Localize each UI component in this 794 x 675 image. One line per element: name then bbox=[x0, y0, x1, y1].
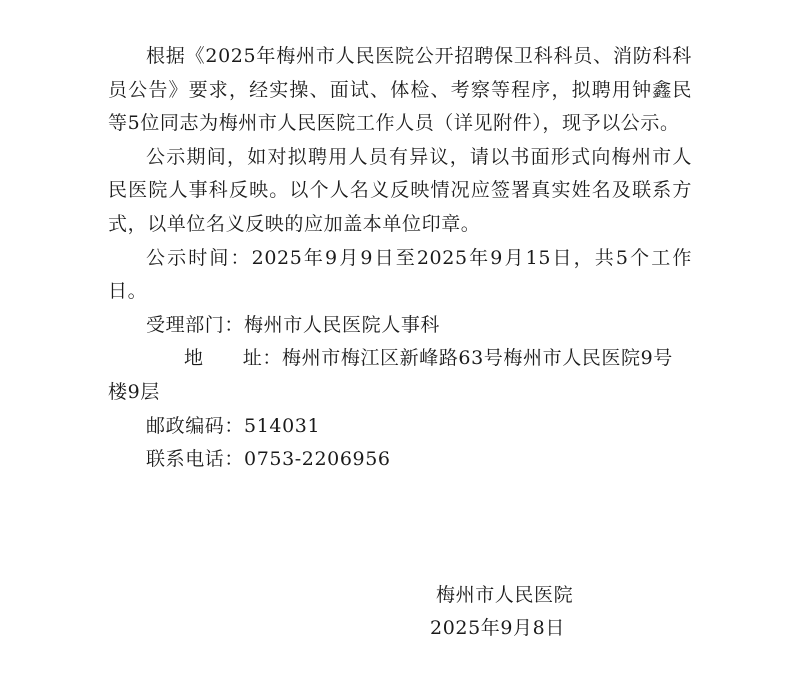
notice-paragraph-objection: 公示期间，如对拟聘用人员有异议，请以书面形式向梅州市人民医院人事科反映。以个人名义反映情况应签署真实姓名及联系方式，以单位名义反映的应加盖本单位印章。 bbox=[108, 145, 692, 235]
contact-phone-row bbox=[108, 443, 692, 477]
contact-dept-value: 梅州市人民医院人事科 bbox=[244, 313, 441, 336]
contact-phone-value: 0753-2206956 bbox=[244, 448, 391, 471]
contact-address-label: 地 址： bbox=[184, 347, 283, 370]
signature-date: 2025年9月8日 bbox=[430, 617, 565, 639]
contact-address-row bbox=[108, 342, 692, 409]
contact-postcode-label: 邮政编码： bbox=[146, 414, 245, 437]
signature-block bbox=[430, 579, 630, 645]
contact-postcode-row bbox=[108, 410, 692, 444]
signature-organization: 梅州市人民医院 bbox=[436, 584, 574, 606]
notice-paragraph-period: 公示时间：2025年9月9日至2025年9月15日，共5个工作日。 bbox=[108, 246, 692, 303]
notice-paragraph-intro: 根据《2025年梅州市人民医院公开招聘保卫科科员、消防科科员公告》要求，经实操、面试、体检、考察等程序，拟聘用钟鑫民等5位同志为梅州市人民医院工作人员（详见附件），现予以公示。 bbox=[108, 45, 692, 135]
contact-dept-row bbox=[108, 309, 692, 343]
contact-dept-label: 受理部门： bbox=[146, 313, 245, 336]
contact-postcode-value: 514031 bbox=[244, 414, 321, 437]
contact-address-value: 梅州市梅江区新峰路63号梅州市人民医院9号楼9层 bbox=[108, 347, 673, 403]
notice-body bbox=[108, 40, 692, 477]
contact-phone-label: 联系电话： bbox=[146, 448, 245, 471]
